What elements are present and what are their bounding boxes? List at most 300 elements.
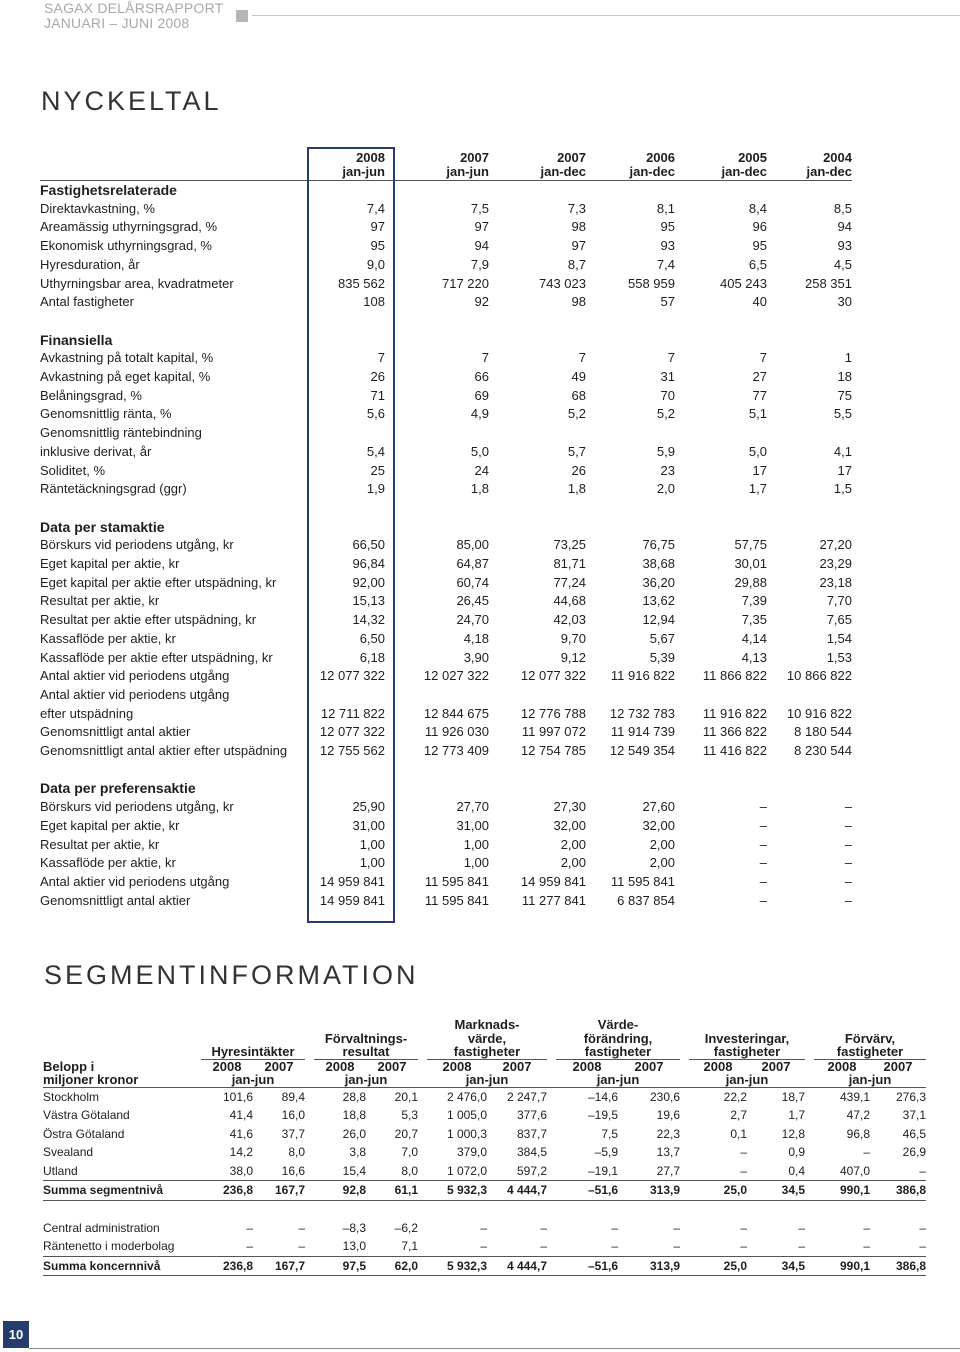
row-value: 12 755 562 (319, 743, 385, 759)
row-label: Ekonomisk uthyrningsgrad, % (40, 238, 212, 254)
row-value: 101,6 (222, 1089, 253, 1104)
row-value: 47,2 (846, 1108, 870, 1122)
segment-header-row (43, 1045, 926, 1059)
column-period: jan-jun (385, 165, 489, 181)
row-value: 8,0 (401, 1163, 418, 1178)
segment-corner (43, 1045, 201, 1059)
row-value: 2,00 (649, 855, 675, 871)
row-value: 7,65 (826, 612, 852, 628)
column-gap (418, 1181, 427, 1201)
row-value: 34,5 (747, 1181, 805, 1201)
row-value: 597,2 (516, 1163, 547, 1178)
table-row (43, 1219, 926, 1238)
column-year: 2007 (502, 1058, 532, 1074)
row-value: 717 220 (442, 275, 489, 291)
row-value: 7,9 (470, 256, 489, 272)
row-value: 8,1 (656, 200, 675, 216)
row-value: 6 837 854 (617, 892, 675, 908)
row-label: Genomsnittligt antal aktier (40, 892, 191, 908)
row-value: 7,39 (741, 593, 767, 609)
row-value: 11 595 841 (610, 873, 675, 889)
row-value: 30,01 (734, 556, 767, 572)
row-value: –5,9 (594, 1145, 618, 1159)
column-year: 2008 (703, 1058, 733, 1074)
table-row (40, 817, 852, 836)
group-spacer (40, 312, 852, 331)
segment-group-header: Marknads- (454, 1017, 520, 1032)
row-value: 92,8 (314, 1181, 366, 1201)
column-year: 2007 (883, 1058, 913, 1074)
segment-group-header: Förvaltnings- (324, 1030, 408, 1046)
column-gap (305, 1162, 314, 1181)
column-gap (805, 1256, 814, 1276)
column-gap (805, 1143, 814, 1162)
row-value: 3,8 (349, 1145, 366, 1159)
segment-group-header: fastigheter (556, 1045, 680, 1059)
row-value: 2,0 (656, 481, 675, 497)
segment-year-row (43, 1059, 926, 1073)
row-value: 13,62 (642, 593, 675, 609)
column-gap (547, 1032, 556, 1046)
row-value: 12,8 (781, 1126, 805, 1141)
spacer-cell (40, 761, 318, 780)
row-value: 26 (370, 369, 385, 385)
column-gap (547, 1059, 556, 1073)
row-value: 5,2 (656, 406, 675, 422)
row-value: 31,00 (352, 817, 385, 833)
row-value: 5,5 (833, 406, 852, 422)
page-number: 10 (3, 1321, 29, 1348)
row-value: 384,5 (516, 1145, 547, 1159)
row-value: – (740, 1239, 747, 1253)
row-label: Resultat per aktie, kr (40, 593, 160, 609)
row-value: 19,6 (656, 1108, 680, 1122)
row-value: 743 023 (539, 275, 586, 291)
row-value: – (844, 836, 852, 852)
row-value: 27,20 (819, 537, 852, 553)
row-value: 92 (474, 294, 489, 310)
row-label: Genomsnittligt antal aktier (40, 724, 191, 740)
row-value: 94 (474, 238, 489, 254)
column-period: jan-dec (489, 165, 586, 181)
column-gap (547, 1018, 556, 1032)
row-value: 11 997 072 (521, 724, 586, 740)
row-value: – (740, 1163, 747, 1178)
row-value: 29,88 (734, 574, 767, 590)
row-value: 8,0 (288, 1145, 305, 1159)
nyckeltal-year-row (40, 151, 852, 165)
row-value: 7,3 (567, 200, 586, 216)
row-value: –14,6 (587, 1089, 618, 1104)
column-gap (680, 1045, 689, 1059)
row-value: – (246, 1220, 253, 1235)
row-value (767, 686, 852, 705)
row-value: 40 (752, 294, 767, 310)
row-value (318, 424, 385, 443)
row-value (318, 686, 385, 705)
row-label: Genomsnittlig räntebindning (40, 425, 202, 441)
row-value: 377,6 (516, 1108, 547, 1122)
row-value: 4,13 (741, 649, 767, 665)
row-value: 57 (660, 294, 675, 310)
row-value: 10 866 822 (786, 668, 852, 684)
column-period: jan-jun (314, 1073, 418, 1087)
row-value: – (759, 817, 767, 833)
row-value: 17 (837, 462, 852, 478)
column-gap (418, 1045, 427, 1059)
row-value: 7 (759, 350, 767, 366)
column-gap (805, 1073, 814, 1087)
row-value: 25,0 (689, 1256, 747, 1276)
row-value: 5,9 (656, 443, 675, 459)
header-divider (252, 15, 960, 16)
table-row (40, 387, 852, 406)
column-gap (418, 1073, 427, 1087)
row-value: 7 (578, 350, 586, 366)
row-label: Svealand (43, 1145, 94, 1159)
row-value: 73,25 (553, 537, 586, 553)
row-value: – (673, 1220, 680, 1235)
segment-group-header (814, 1018, 926, 1032)
column-gap (680, 1018, 689, 1032)
row-value: 439,1 (839, 1089, 870, 1104)
row-value: 8 180 544 (794, 724, 852, 740)
group-spacer (40, 499, 852, 518)
row-value: 28,8 (342, 1089, 366, 1104)
row-label: Eget kapital per aktie, kr (40, 817, 180, 833)
row-value: 12 754 785 (520, 743, 586, 759)
row-label: Resultat per aktie, kr (40, 836, 160, 852)
row-value: 85,00 (456, 537, 489, 553)
column-gap (680, 1237, 689, 1256)
row-value: 5,7 (567, 443, 586, 459)
row-value: 69 (474, 387, 489, 403)
row-value: 16,6 (281, 1163, 305, 1178)
row-value (586, 686, 675, 705)
corner-label: miljoner kronor (43, 1073, 201, 1087)
row-value: 11 595 841 (424, 873, 489, 889)
row-value: – (863, 1239, 870, 1253)
row-value: 11 416 822 (702, 743, 767, 759)
row-value: 77 (752, 387, 767, 403)
row-value: 386,8 (870, 1256, 926, 1276)
report-title: SAGAX DELÅRSRAPPORT (44, 0, 224, 16)
row-value: 0,4 (788, 1163, 805, 1178)
column-gap (680, 1106, 689, 1125)
table-row (40, 200, 852, 219)
table-row (40, 667, 852, 686)
row-value: 64,87 (456, 556, 489, 572)
row-value: 12 077 322 (319, 724, 385, 740)
column-gap (805, 1032, 814, 1046)
row-value: 93 (837, 238, 852, 254)
row-value (385, 424, 489, 443)
segment-header-row (43, 1018, 926, 1032)
row-value: 5,6 (366, 406, 385, 422)
table-row (43, 1106, 926, 1125)
row-label: Belåningsgrad, % (40, 387, 142, 403)
row-label: Räntenetto i moderbolag (43, 1239, 175, 1253)
table-row (40, 462, 852, 481)
row-value: 7,0 (401, 1145, 418, 1159)
column-gap (805, 1125, 814, 1144)
segment-corner (43, 1032, 201, 1046)
row-value: 7 (481, 350, 489, 366)
row-value: 7,1 (401, 1239, 418, 1253)
column-period: jan-dec (767, 165, 852, 181)
report-period: JANUARI – JUNI 2008 (44, 15, 190, 31)
column-year: 2007 (557, 150, 586, 165)
row-value: 14 959 841 (520, 873, 586, 889)
row-value: 30 (837, 294, 852, 310)
row-value: 42,03 (553, 612, 586, 628)
group-heading-row (40, 181, 852, 200)
row-value: 34,5 (747, 1256, 805, 1276)
column-gap (805, 1219, 814, 1238)
row-value: –8,3 (342, 1220, 366, 1235)
header-square-icon (236, 10, 248, 22)
row-value: 4,1 (833, 443, 852, 459)
row-gap (43, 1200, 926, 1219)
group-heading-row (40, 331, 852, 350)
table-row (40, 798, 852, 817)
column-year: 2006 (646, 150, 675, 165)
row-value: – (298, 1220, 305, 1235)
row-value: 96,84 (352, 556, 385, 572)
row-value: 4,9 (470, 406, 489, 422)
row-value: 96,8 (846, 1126, 870, 1141)
column-gap (547, 1125, 556, 1144)
column-gap (547, 1237, 556, 1256)
row-value: 16,0 (281, 1108, 305, 1122)
column-gap (305, 1059, 314, 1073)
row-value: 15,13 (352, 593, 385, 609)
row-value: 26,45 (456, 593, 489, 609)
column-year: 2007 (264, 1058, 294, 1074)
row-value: 32,00 (642, 817, 675, 833)
table-row (40, 349, 852, 368)
row-value: 167,7 (253, 1256, 305, 1276)
column-year: 2007 (761, 1058, 791, 1074)
row-value: –19,5 (587, 1108, 618, 1122)
column-gap (418, 1106, 427, 1125)
column-gap (418, 1219, 427, 1238)
column-gap (305, 1181, 314, 1201)
row-value: 4 444,7 (487, 1256, 547, 1276)
row-value: 27,7 (656, 1163, 680, 1178)
row-value: 2,00 (560, 855, 586, 871)
segment-group-header: resultat (314, 1045, 418, 1059)
column-gap (680, 1087, 689, 1106)
segment-table (43, 1018, 926, 1276)
table-row (40, 705, 852, 724)
column-gap (418, 1059, 427, 1073)
table-row (40, 649, 852, 668)
column-period: jan-jun (556, 1073, 680, 1087)
row-value: 66 (474, 369, 489, 385)
row-value: 1,00 (359, 836, 385, 852)
row-value: 11 916 822 (610, 668, 675, 684)
row-value: – (740, 1220, 747, 1235)
column-gap (547, 1143, 556, 1162)
row-value: 44,68 (553, 593, 586, 609)
row-value: – (844, 855, 852, 871)
row-value: 61,1 (366, 1181, 418, 1201)
row-value: 31,00 (456, 817, 489, 833)
column-period: jan-dec (675, 165, 767, 181)
table-row (40, 256, 852, 275)
row-label: Kassaflöde per aktie, kr (40, 855, 176, 871)
row-value: 1,54 (826, 630, 852, 646)
nyckeltal-body (40, 181, 852, 911)
row-value: 1 072,0 (446, 1163, 487, 1178)
row-label: Antal aktier vid periodens utgång (40, 873, 230, 889)
segment-title: SEGMENTINFORMATION (44, 960, 419, 990)
row-value: 0,9 (788, 1145, 805, 1159)
row-value: – (919, 1239, 926, 1253)
table-row (40, 218, 852, 237)
row-value: 7,5 (601, 1126, 618, 1141)
row-value: – (611, 1239, 618, 1253)
column-period: jan-jun (318, 165, 385, 181)
row-value: – (844, 817, 852, 833)
column-gap (680, 1073, 689, 1087)
row-value: 9,12 (560, 649, 586, 665)
row-value: 41,4 (229, 1108, 253, 1122)
row-value: 95 (370, 238, 385, 254)
row-value: 49 (571, 369, 586, 385)
row-value: 95 (660, 219, 675, 235)
row-value: 70 (660, 387, 675, 403)
column-gap (805, 1018, 814, 1032)
column-period: jan-jun (201, 1073, 305, 1087)
row-value: 23,18 (819, 574, 852, 590)
column-gap (680, 1059, 689, 1073)
table-row (40, 611, 852, 630)
column-gap (305, 1032, 314, 1046)
column-gap (418, 1256, 427, 1276)
column-year: 2007 (634, 1058, 664, 1074)
row-value: 97 (474, 219, 489, 235)
column-gap (305, 1219, 314, 1238)
row-value: 2 476,0 (446, 1089, 487, 1104)
table-row (43, 1087, 926, 1106)
table-row (40, 686, 852, 705)
row-value: 990,1 (814, 1181, 870, 1201)
row-value: 8,5 (833, 200, 852, 216)
column-year: 2008 (572, 1058, 602, 1074)
row-value: 6,5 (748, 256, 767, 272)
column-gap (805, 1237, 814, 1256)
column-year: 2008 (356, 150, 385, 165)
column-gap (418, 1143, 427, 1162)
column-gap (547, 1045, 556, 1059)
row-value: 93 (660, 238, 675, 254)
column-gap (547, 1181, 556, 1201)
row-label: Avkastning på totalt kapital, % (40, 350, 214, 366)
segment-group-header: fastigheter (427, 1045, 547, 1059)
column-period: jan-jun (689, 1073, 805, 1087)
column-gap (547, 1219, 556, 1238)
row-value: 1,00 (359, 855, 385, 871)
row-value: – (740, 1145, 747, 1159)
row-value: 76,75 (642, 537, 675, 553)
row-value: 5,0 (748, 443, 767, 459)
row-value: 11 277 841 (521, 892, 586, 908)
column-gap (305, 1143, 314, 1162)
row-value: 11 914 739 (610, 724, 675, 740)
row-value: 313,9 (618, 1256, 680, 1276)
row-value: – (844, 873, 852, 889)
row-value: 38,68 (642, 556, 675, 572)
row-label: Antal aktier vid periodens utgång (40, 686, 230, 702)
row-value: 8,7 (567, 256, 586, 272)
row-value: 8,4 (748, 200, 767, 216)
row-value (767, 424, 852, 443)
row-value (675, 424, 767, 443)
sum-row (43, 1256, 926, 1276)
row-label: Resultat per aktie efter utspädning, kr (40, 612, 257, 628)
row-value: 98 (571, 219, 586, 235)
row-value: 11 926 030 (424, 724, 489, 740)
row-value (675, 686, 767, 705)
table-row (40, 723, 852, 742)
row-value: 1,9 (366, 481, 385, 497)
row-value: 276,3 (895, 1089, 926, 1104)
row-value: 27,70 (456, 799, 489, 815)
row-value: 18,7 (781, 1089, 805, 1104)
column-gap (805, 1181, 814, 1201)
table-row (40, 873, 852, 892)
column-gap (547, 1162, 556, 1181)
row-value: 5,1 (748, 406, 767, 422)
segment-group-header: fastigheter (689, 1045, 805, 1059)
column-year: 2007 (460, 150, 489, 165)
row-value: 5,4 (366, 443, 385, 459)
nyckeltal-title: NYCKELTAL (41, 86, 222, 116)
column-period: jan-jun (427, 1073, 547, 1087)
column-gap (418, 1018, 427, 1032)
row-value: – (246, 1239, 253, 1253)
row-label: Räntetäckningsgrad (ggr) (40, 481, 187, 497)
footer-divider (29, 1348, 960, 1349)
row-value: 98 (571, 294, 586, 310)
table-row (40, 854, 852, 873)
row-value: 407,0 (839, 1163, 870, 1178)
table-row (43, 1143, 926, 1162)
row-value: 5,3 (401, 1108, 418, 1122)
row-label: Västra Götaland (43, 1108, 130, 1122)
row-label: Eget kapital per aktie efter utspädning, kr (40, 574, 277, 590)
table-row (40, 237, 852, 256)
row-value: 12 077 322 (319, 668, 385, 684)
row-value: 1,8 (567, 481, 586, 497)
column-gap (305, 1256, 314, 1276)
row-value: – (863, 1220, 870, 1235)
row-value (489, 424, 586, 443)
group-heading: Fastighetsrelaterade (40, 182, 177, 198)
row-value: 22,2 (723, 1089, 747, 1104)
row-label: Antal aktier vid periodens utgång (40, 668, 230, 684)
row-value: 386,8 (870, 1181, 926, 1201)
row-value: 167,7 (253, 1181, 305, 1201)
nyckeltal-period-row (40, 165, 852, 181)
row-value: 108 (363, 294, 385, 310)
row-value: 10 916 822 (786, 705, 852, 721)
row-value: 37,1 (902, 1108, 926, 1122)
row-value: 230,6 (649, 1089, 680, 1104)
column-gap (547, 1256, 556, 1276)
